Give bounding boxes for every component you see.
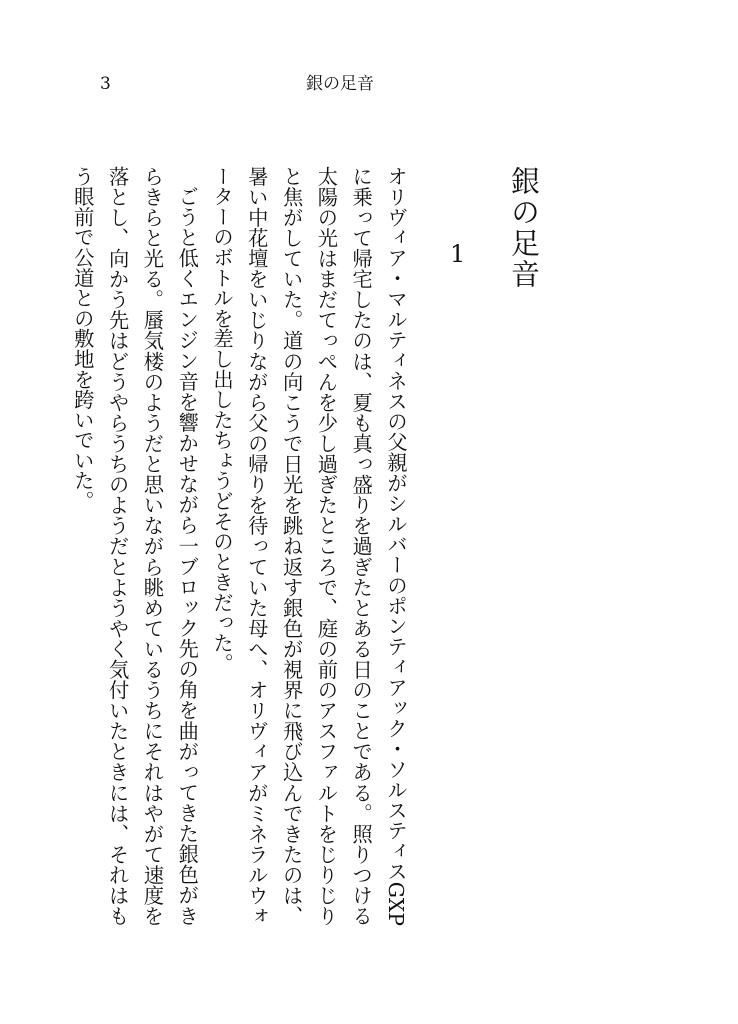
- body-text: [65, 166, 413, 926]
- chapter-title: 銀の足音: [507, 166, 541, 290]
- page-number: 3: [100, 74, 111, 94]
- paragraph: オリヴィア・マルティネスの父親がシルバーのポンティアック・ソルスティスGXPに乗って帰宅したのは、夏も真っ盛りを過ぎたとある日のことである。照りつける太陽の光はまだてっぺんを少し過ぎたところで、庭の前のアスファルトをじりじりと焦がしていた。道の向こうで日光を跳ね返す銀色が視界に飛び込んできたのは、暑い中花壇をいじりながら父の帰りを待っていた母へ、オリヴィアがミネラルウォーターのボトルを差し出したちょうどそのときだった。: [210, 166, 408, 926]
- paragraph: ごうと低くエンジン音を響かせながら一ブロック先の角を曲がってきた銀色がきらきらと光る。蜃気楼のようだと思いながら眺めているうちにそれはやがて速度を落とし、向かう先はどうやらうちのようだとようやく気付いたときには、それはもう眼前で公道との敷地を跨いでいた。: [70, 166, 200, 926]
- running-header-title: 銀の足音: [306, 74, 374, 94]
- chapter-number: 1: [450, 240, 466, 268]
